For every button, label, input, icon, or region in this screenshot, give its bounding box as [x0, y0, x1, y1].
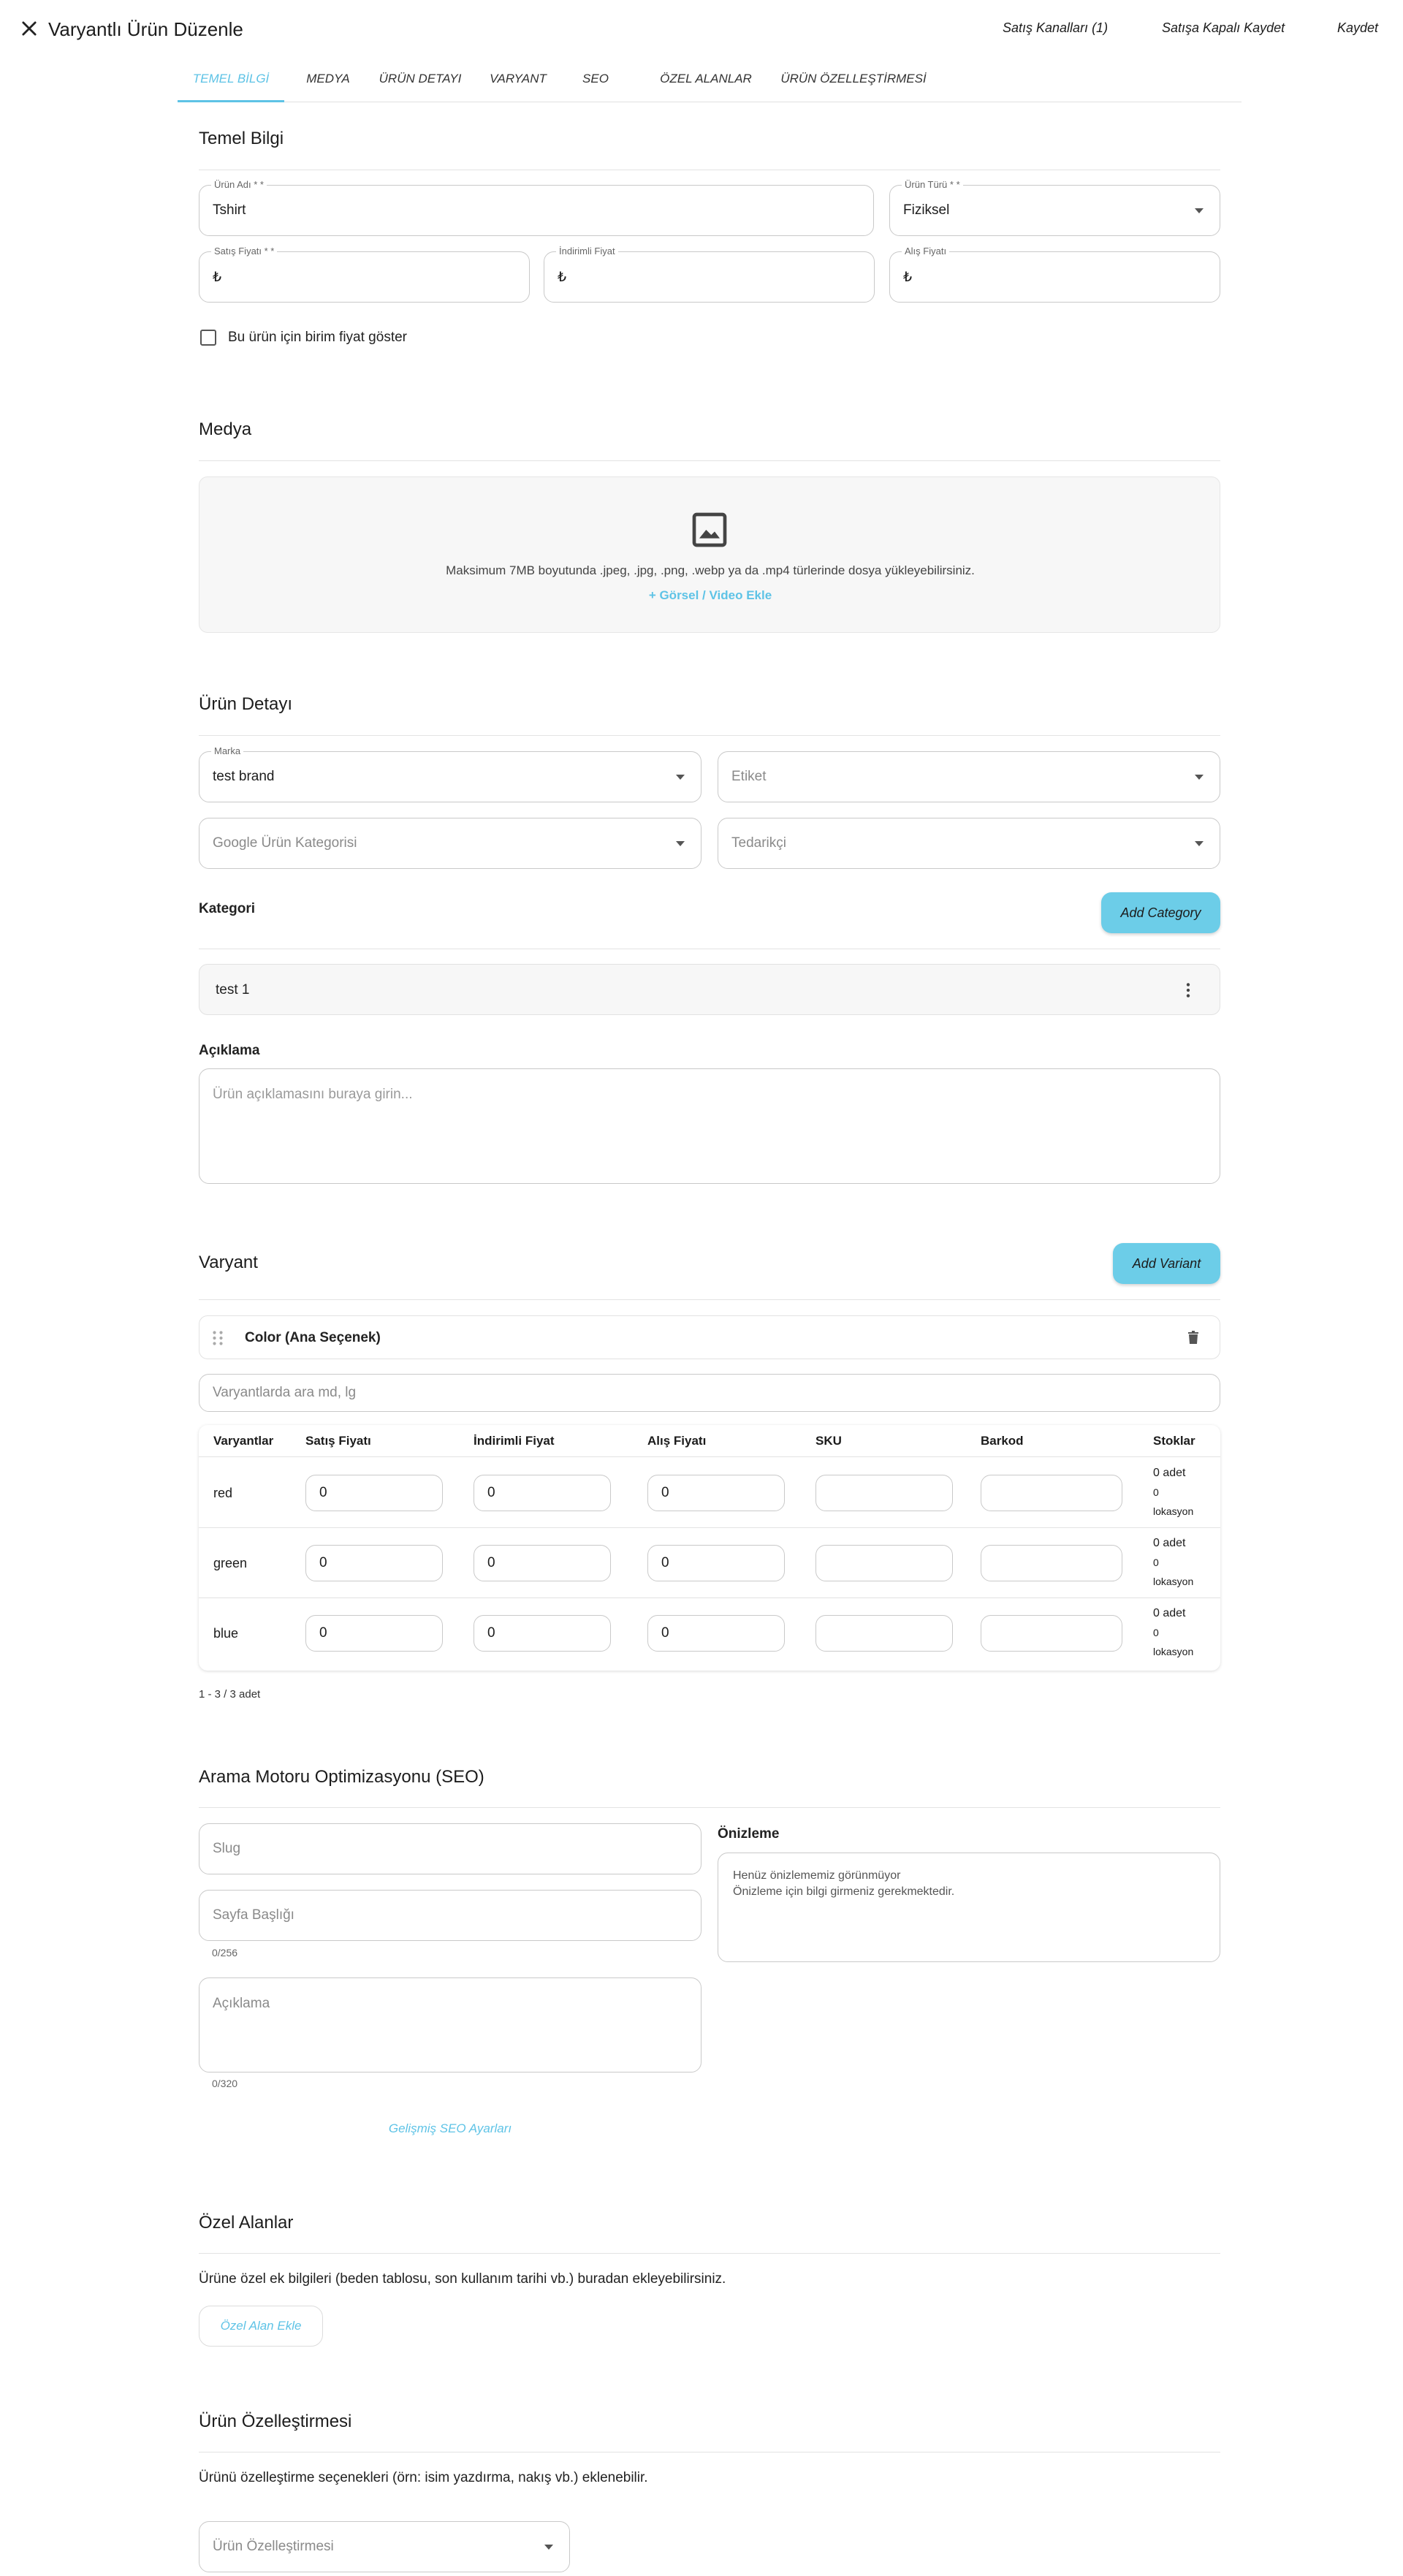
sku-input[interactable]: [815, 1545, 953, 1581]
customization-placeholder: Ürün Özelleştirmesi: [213, 2539, 334, 2554]
category-item-label: test 1: [216, 982, 250, 998]
add-custom-field-button[interactable]: Özel Alan Ekle: [199, 2306, 323, 2347]
stock-count: 0 adet: [1153, 1537, 1186, 1549]
product-name-value: Tshirt: [213, 202, 246, 218]
buy-price-label: Alış Fiyatı: [902, 246, 949, 257]
seo-description-placeholder: Açıklama: [213, 1996, 270, 2011]
stock-info[interactable]: [1153, 1534, 1193, 1591]
advanced-seo-link[interactable]: Gelişmiş SEO Ayarları: [388, 2121, 512, 2135]
seo-description-counter: 0/320: [212, 2078, 238, 2089]
tab-ozel-alanlar[interactable]: ÖZEL ALANLAR: [660, 72, 752, 86]
preview-line-2: Önizleme için bilgi girmeniz gerekmektedir.: [733, 1885, 955, 1898]
slug-input[interactable]: [199, 1823, 702, 1874]
tab-temel-bilgi[interactable]: TEMEL BİLGİ: [178, 69, 284, 102]
media-section-title: Medya: [199, 419, 252, 439]
google-category-select[interactable]: [199, 818, 702, 869]
category-item[interactable]: [199, 964, 1220, 1015]
sale-price-label: Satış Fiyatı * *: [211, 246, 277, 257]
description-title: Açıklama: [199, 1043, 260, 1058]
table-row: [199, 1598, 1220, 1668]
customization-section-title: Ürün Özelleştirmesi: [199, 2412, 352, 2431]
sku-input[interactable]: [815, 1615, 953, 1652]
tab-urun-ozellestirmesi[interactable]: ÜRÜN ÖZELLEŞTİRMESİ: [780, 72, 927, 86]
divider: [199, 1299, 1220, 1300]
variant-name: red: [213, 1486, 233, 1500]
column-header: Alış Fiyatı: [647, 1434, 707, 1448]
unit-price-checkbox-label: Bu ürün için birim fiyat göster: [228, 330, 407, 345]
divider: [199, 1807, 1220, 1808]
section-tabs: [178, 69, 1242, 102]
chevron-down-icon: [676, 775, 685, 780]
trash-icon[interactable]: [1185, 1329, 1202, 1347]
chevron-down-icon: [1195, 208, 1204, 213]
add-category-button[interactable]: Add Category: [1101, 892, 1220, 933]
buy-price-input[interactable]: 0: [647, 1615, 785, 1652]
product-type-value: Fiziksel: [903, 202, 950, 218]
discount-price-input[interactable]: 0: [474, 1615, 611, 1652]
seo-section-title: Arama Motoru Optimizasyonu (SEO): [199, 1767, 484, 1787]
location-count: 0: [1153, 1486, 1159, 1498]
sku-input[interactable]: [815, 1475, 953, 1511]
page-title-counter: 0/256: [212, 1947, 238, 1958]
chevron-down-icon: [1195, 775, 1204, 780]
tab-seo[interactable]: SEO: [582, 72, 609, 86]
description-textarea[interactable]: [199, 1068, 1220, 1184]
add-variant-button[interactable]: Add Variant: [1113, 1243, 1220, 1284]
discount-price-label: İndirimli Fiyat: [556, 246, 618, 257]
divider: [199, 735, 1220, 736]
custom-fields-section-title: Özel Alanlar: [199, 2213, 294, 2233]
sale-price-field[interactable]: [199, 246, 530, 303]
drag-handle-icon[interactable]: [210, 1329, 226, 1347]
sale-price-input[interactable]: 0: [305, 1545, 443, 1581]
location-label: lokasyon: [1153, 1505, 1194, 1517]
chevron-down-icon: [676, 841, 685, 846]
product-name-label: Ürün Adı * *: [211, 179, 267, 191]
pagination-text: 1 - 3 / 3 adet: [199, 1688, 261, 1701]
basic-section-title: Temel Bilgi: [199, 129, 284, 148]
brand-value: test brand: [213, 769, 275, 784]
location-count: 0: [1153, 1557, 1159, 1568]
supplier-placeholder: Tedarikçi: [731, 835, 786, 851]
column-header: İndirimli Fiyat: [474, 1434, 555, 1448]
media-info-text: Maksimum 7MB boyutunda .jpeg, .jpg, .png, .webp ya da .mp4 türlerinde dosya yükleyebilirsiniz.: [446, 563, 975, 577]
preview-title: Önizleme: [718, 1826, 780, 1842]
variant-option-name: Color (Ana Seçenek): [245, 1330, 381, 1345]
save-button[interactable]: Kaydet: [1337, 20, 1379, 35]
discount-price-input[interactable]: 0: [474, 1475, 611, 1511]
stock-count: 0 adet: [1153, 1467, 1186, 1479]
customization-select[interactable]: [199, 2521, 570, 2572]
page-title-placeholder: Sayfa Başlığı: [213, 1907, 294, 1923]
divider: [199, 2253, 1220, 2254]
stock-count: 0 adet: [1153, 1607, 1186, 1619]
stock-info[interactable]: [1153, 1604, 1193, 1661]
divider: [199, 460, 1220, 461]
table-header: [199, 1434, 1220, 1457]
product-type-label: Ürün Türü * *: [902, 179, 963, 191]
column-header: Satış Fiyatı: [305, 1434, 371, 1448]
tag-select[interactable]: [718, 751, 1220, 802]
chevron-down-icon: [1195, 841, 1204, 846]
barcode-input[interactable]: [981, 1615, 1122, 1652]
column-header: SKU: [815, 1434, 842, 1448]
preview-line-1: Henüz önizlememiz görünmüyor: [733, 1869, 901, 1882]
variant-name: green: [213, 1556, 248, 1570]
discount-price-field[interactable]: [544, 246, 875, 303]
table-row: [199, 1458, 1220, 1528]
tab-varyant[interactable]: VARYANT: [490, 72, 547, 86]
table-row: [199, 1528, 1220, 1598]
sale-price-input[interactable]: 0: [305, 1475, 443, 1511]
brand-select[interactable]: [199, 745, 702, 802]
location-count: 0: [1153, 1627, 1159, 1638]
buy-price-field[interactable]: [889, 246, 1220, 303]
tab-urun-detayi[interactable]: ÜRÜN DETAYI: [379, 72, 462, 86]
add-media-link[interactable]: + Görsel / Video Ekle: [648, 588, 772, 602]
image-icon: [689, 509, 730, 550]
detail-section-title: Ürün Detayı: [199, 694, 293, 714]
description-placeholder: Ürün açıklamasını buraya girin...: [213, 1087, 413, 1102]
variant-section-title: Varyant: [199, 1253, 258, 1272]
product-type-select[interactable]: [889, 179, 1220, 236]
slug-placeholder: Slug: [213, 1841, 241, 1856]
buy-price-input[interactable]: 0: [647, 1545, 785, 1581]
location-label: lokasyon: [1153, 1646, 1194, 1657]
seo-description-textarea[interactable]: [199, 1977, 702, 2072]
unit-price-checkbox[interactable]: [200, 330, 216, 346]
stock-info[interactable]: [1153, 1464, 1193, 1521]
barcode-input[interactable]: [981, 1475, 1122, 1511]
customization-description: Ürünü özelleştirme seçenekleri (örn: isim yazdırma, nakış vb.) eklenebilir.: [199, 2470, 648, 2485]
variant-search-placeholder: Varyantlarda ara md, lg: [213, 1385, 357, 1400]
sale-price-input[interactable]: 0: [305, 1615, 443, 1652]
variant-table: [199, 1425, 1220, 1671]
column-header: Stoklar: [1153, 1434, 1195, 1448]
page-title: Varyantlı Ürün Düzenle: [48, 18, 243, 40]
sales-channels-button[interactable]: Satış Kanalları (1): [1003, 20, 1109, 35]
column-header: Varyantlar: [213, 1434, 274, 1448]
tag-placeholder: Etiket: [731, 769, 767, 784]
save-closed-button[interactable]: Satışa Kapalı Kaydet: [1162, 20, 1285, 35]
category-title: Kategori: [199, 901, 256, 916]
close-icon[interactable]: [19, 18, 39, 39]
product-name-field[interactable]: [199, 179, 874, 236]
column-header: Barkod: [981, 1434, 1024, 1448]
barcode-input[interactable]: [981, 1545, 1122, 1581]
tab-medya[interactable]: MEDYA: [306, 72, 350, 86]
supplier-select[interactable]: [718, 818, 1220, 869]
google-category-placeholder: Google Ürün Kategorisi: [213, 835, 357, 851]
currency-symbol: ₺: [213, 269, 222, 285]
custom-fields-description: Ürüne özel ek bilgileri (beden tablosu, son kullanım tarihi vb.) buradan ekleyebilirsiniz.: [199, 2271, 726, 2287]
discount-price-input[interactable]: 0: [474, 1545, 611, 1581]
page-title-input[interactable]: [199, 1890, 702, 1941]
currency-symbol: ₺: [558, 269, 567, 285]
brand-label: Marka: [211, 745, 243, 757]
variant-option-card[interactable]: [199, 1315, 1220, 1359]
buy-price-input[interactable]: 0: [647, 1475, 785, 1511]
variant-name: blue: [213, 1626, 239, 1641]
seo-preview-box: [718, 1853, 1220, 1962]
media-dropzone[interactable]: [199, 476, 1220, 633]
location-label: lokasyon: [1153, 1576, 1194, 1587]
chevron-down-icon: [544, 2545, 553, 2550]
more-vertical-icon[interactable]: [1179, 981, 1198, 1000]
variant-search-input[interactable]: [199, 1374, 1220, 1412]
currency-symbol: ₺: [903, 269, 913, 285]
